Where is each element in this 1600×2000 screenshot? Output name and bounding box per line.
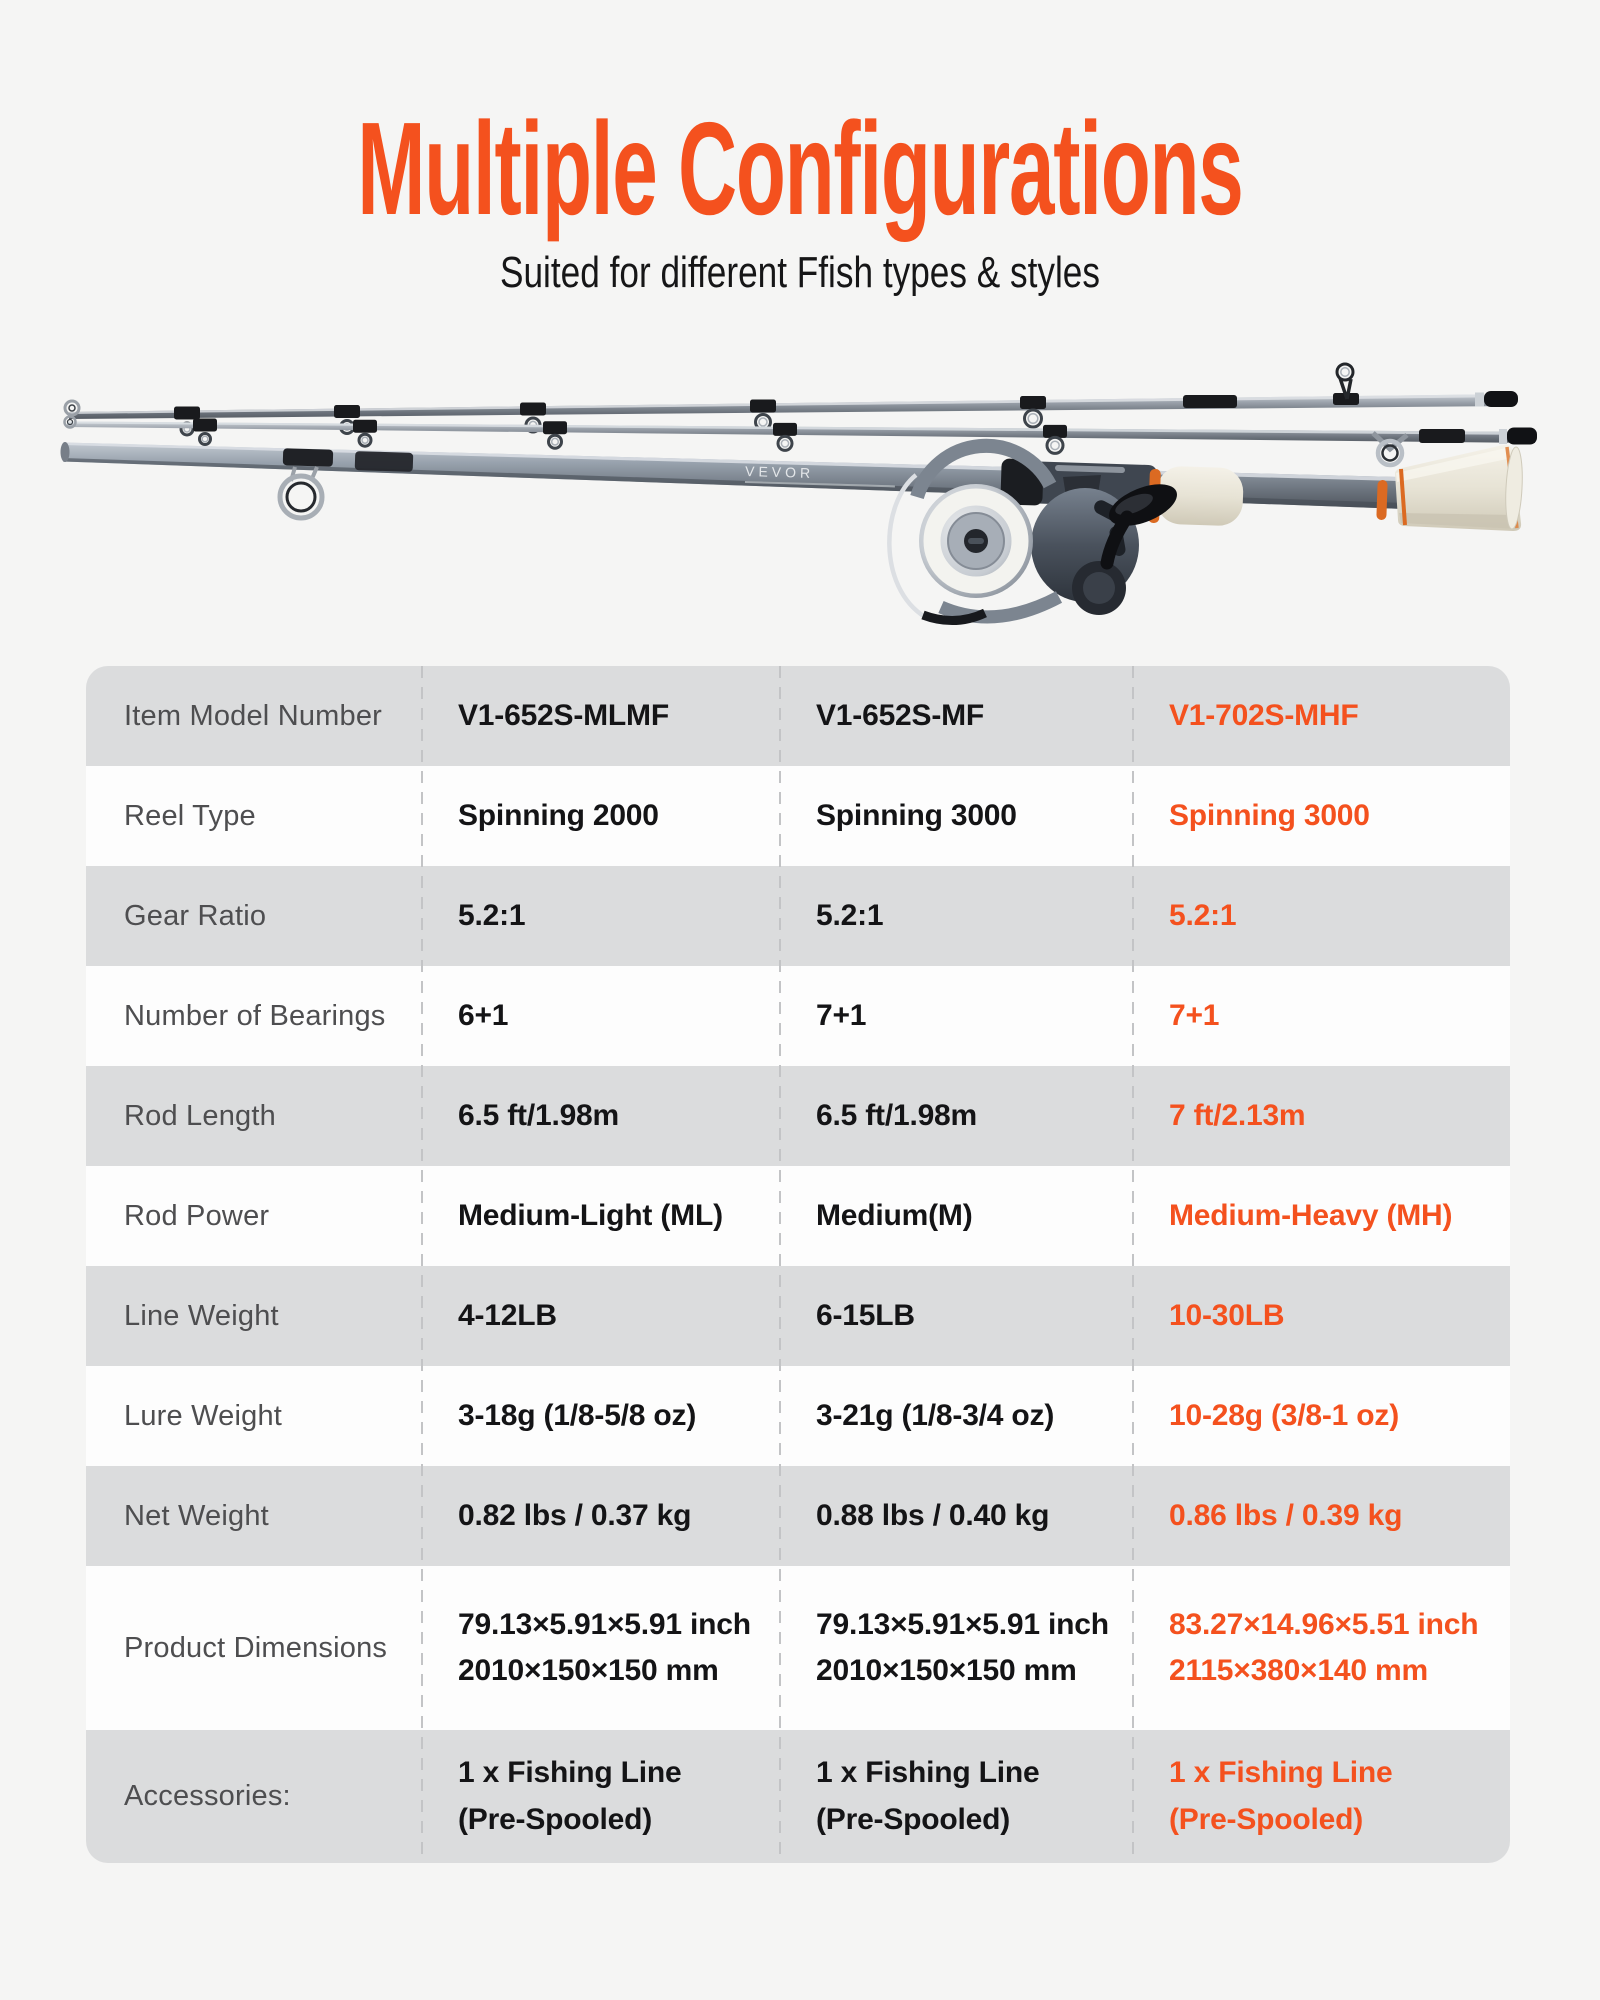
spec-value-line: Spinning 3000 (816, 798, 1017, 832)
spec-value-line: Medium-Heavy (MH) (1169, 1198, 1453, 1232)
spec-value-line: 10-30LB (1169, 1298, 1285, 1332)
spec-value-line: Medium-Light (ML) (458, 1198, 723, 1232)
spec-label: Item Model Number (124, 699, 383, 732)
spec-value-col3-highlight (1133, 1366, 1510, 1466)
spec-value-col2 (780, 1066, 1133, 1166)
spec-row-rod-power (86, 1166, 1510, 1266)
spec-value-col3-highlight (1133, 1730, 1510, 1863)
spec-value-line: 1 x Fishing Line (816, 1756, 1040, 1789)
spec-value-col1 (422, 1066, 780, 1166)
spec-value-line: 2115×380×140 mm (1169, 1654, 1428, 1687)
spec-label: Rod Length (124, 1099, 276, 1132)
spec-value-line: 2010×150×150 mm (458, 1654, 719, 1687)
spec-row-accessories (86, 1730, 1510, 1863)
spec-table (86, 666, 1510, 1863)
column-divider (421, 666, 423, 1863)
spec-row-lure-weight (86, 1366, 1510, 1466)
spec-value-col1 (422, 966, 780, 1066)
spec-label: Product Dimensions (124, 1631, 388, 1664)
spec-value-line: 1 x Fishing Line (458, 1756, 682, 1789)
spec-value-line: 0.86 lbs / 0.39 kg (1169, 1498, 1403, 1532)
spec-value-line: 6+1 (458, 998, 509, 1032)
spec-label: Number of Bearings (124, 999, 386, 1032)
spec-value-line: 6.5 ft/1.98m (816, 1098, 978, 1132)
spec-value-col3-highlight (1133, 766, 1510, 866)
spec-row-number-of-bearings (86, 966, 1510, 1066)
spec-value-col2 (780, 1366, 1133, 1466)
spec-label: Net Weight (124, 1499, 269, 1532)
spec-value-col2 (780, 966, 1133, 1066)
spec-value-line: 7+1 (816, 998, 867, 1032)
spec-value-col3-highlight (1133, 866, 1510, 966)
spec-value-line: V1-652S-MLMF (458, 698, 669, 732)
spec-label: Rod Power (124, 1199, 270, 1232)
spec-value-col1 (422, 766, 780, 866)
spec-label: Accessories: (124, 1780, 291, 1812)
column-divider (1132, 666, 1134, 1863)
spec-value-col1 (422, 1266, 780, 1366)
spec-value-line: (Pre-Spooled) (458, 1802, 653, 1836)
spec-value-col3-highlight (1133, 666, 1510, 766)
spec-row-line-weight (86, 1266, 1510, 1366)
spec-value-line: 4-12LB (458, 1298, 557, 1332)
spec-row-gear-ratio (86, 866, 1510, 966)
spec-value-col2 (780, 666, 1133, 766)
spec-value-col2 (780, 1266, 1133, 1366)
spec-value-line: 5.2:1 (458, 898, 526, 932)
spec-row-item-model-number (86, 666, 1510, 766)
spec-value-line: 5.2:1 (816, 898, 884, 932)
spec-value-col1 (422, 866, 780, 966)
spec-value-line: 83.27×14.96×5.51 inch (1169, 1607, 1479, 1641)
spec-value-col3-highlight (1133, 966, 1510, 1066)
spec-row-net-weight (86, 1466, 1510, 1566)
spec-value-line: 3-21g (1/8-3/4 oz) (816, 1398, 1055, 1432)
spec-label: Gear Ratio (124, 899, 267, 932)
page-subtitle (0, 248, 1600, 298)
spec-row-product-dimensions (86, 1566, 1510, 1730)
spec-value-col3-highlight (1133, 1066, 1510, 1166)
spec-value-line: Spinning 2000 (458, 798, 659, 832)
spec-value-line: 7 ft/2.13m (1169, 1098, 1306, 1132)
spec-value-col1 (422, 1466, 780, 1566)
spec-value-line: 5.2:1 (1169, 898, 1237, 932)
spec-value-line: 10-28g (3/8-1 oz) (1169, 1398, 1400, 1432)
spec-value-line: V1-652S-MF (816, 698, 985, 732)
spec-value-line: 0.82 lbs / 0.37 kg (458, 1498, 692, 1532)
spec-value-line: (Pre-Spooled) (1169, 1802, 1364, 1836)
spec-value-line: 2010×150×150 mm (816, 1654, 1077, 1687)
rod-butt-section (61, 442, 1525, 531)
spec-value-col2 (780, 1730, 1133, 1863)
spec-value-col1 (422, 1166, 780, 1266)
spec-value-col3-highlight (1133, 1266, 1510, 1366)
spec-value-line: 0.88 lbs / 0.40 kg (816, 1498, 1050, 1532)
spec-value-line: 1 x Fishing Line (1169, 1756, 1393, 1789)
spec-value-line: 6-15LB (816, 1298, 915, 1332)
spec-value-col1 (422, 1566, 780, 1730)
spec-label: Line Weight (124, 1299, 279, 1332)
spec-value-line: 6.5 ft/1.98m (458, 1098, 620, 1132)
spec-value-line: V1-702S-MHF (1169, 698, 1359, 732)
page-title-text: Multiple Configurations (357, 95, 1243, 242)
spec-label: Reel Type (124, 799, 256, 832)
spec-row-rod-length (86, 1066, 1510, 1166)
spec-value-col2 (780, 866, 1133, 966)
spec-value-line: Spinning 3000 (1169, 798, 1370, 832)
spec-value-col3-highlight (1133, 1466, 1510, 1566)
spec-value-line: 7+1 (1169, 998, 1220, 1032)
spec-value-col2 (780, 1466, 1133, 1566)
spec-value-col2 (780, 766, 1133, 866)
spec-row-reel-type (86, 766, 1510, 866)
spec-value-col3-highlight (1133, 1566, 1510, 1730)
product-photo (55, 345, 1545, 655)
page-title (0, 95, 1600, 242)
spec-value-line: (Pre-Spooled) (816, 1802, 1011, 1836)
spec-value-col2 (780, 1566, 1133, 1730)
spec-value-line: 79.13×5.91×5.91 inch (458, 1607, 751, 1641)
column-divider (779, 666, 781, 1863)
spec-value-line: Medium(M) (816, 1198, 973, 1232)
spec-value-col1 (422, 1730, 780, 1863)
spec-value-line: 3-18g (1/8-5/8 oz) (458, 1398, 697, 1432)
page-subtitle-text: Suited for different Ffish types & styles (499, 248, 1100, 297)
spec-value-line: 79.13×5.91×5.91 inch (816, 1607, 1109, 1641)
rod-brand-text: VEVOR (744, 463, 815, 482)
spec-value-col2 (780, 1166, 1133, 1266)
spec-value-col1 (422, 1366, 780, 1466)
spec-value-col1 (422, 666, 780, 766)
fishing-rod-combo-illustration (55, 345, 1545, 655)
spec-label: Lure Weight (124, 1399, 283, 1432)
butt-cap (1395, 445, 1524, 531)
spec-value-col3-highlight (1133, 1166, 1510, 1266)
